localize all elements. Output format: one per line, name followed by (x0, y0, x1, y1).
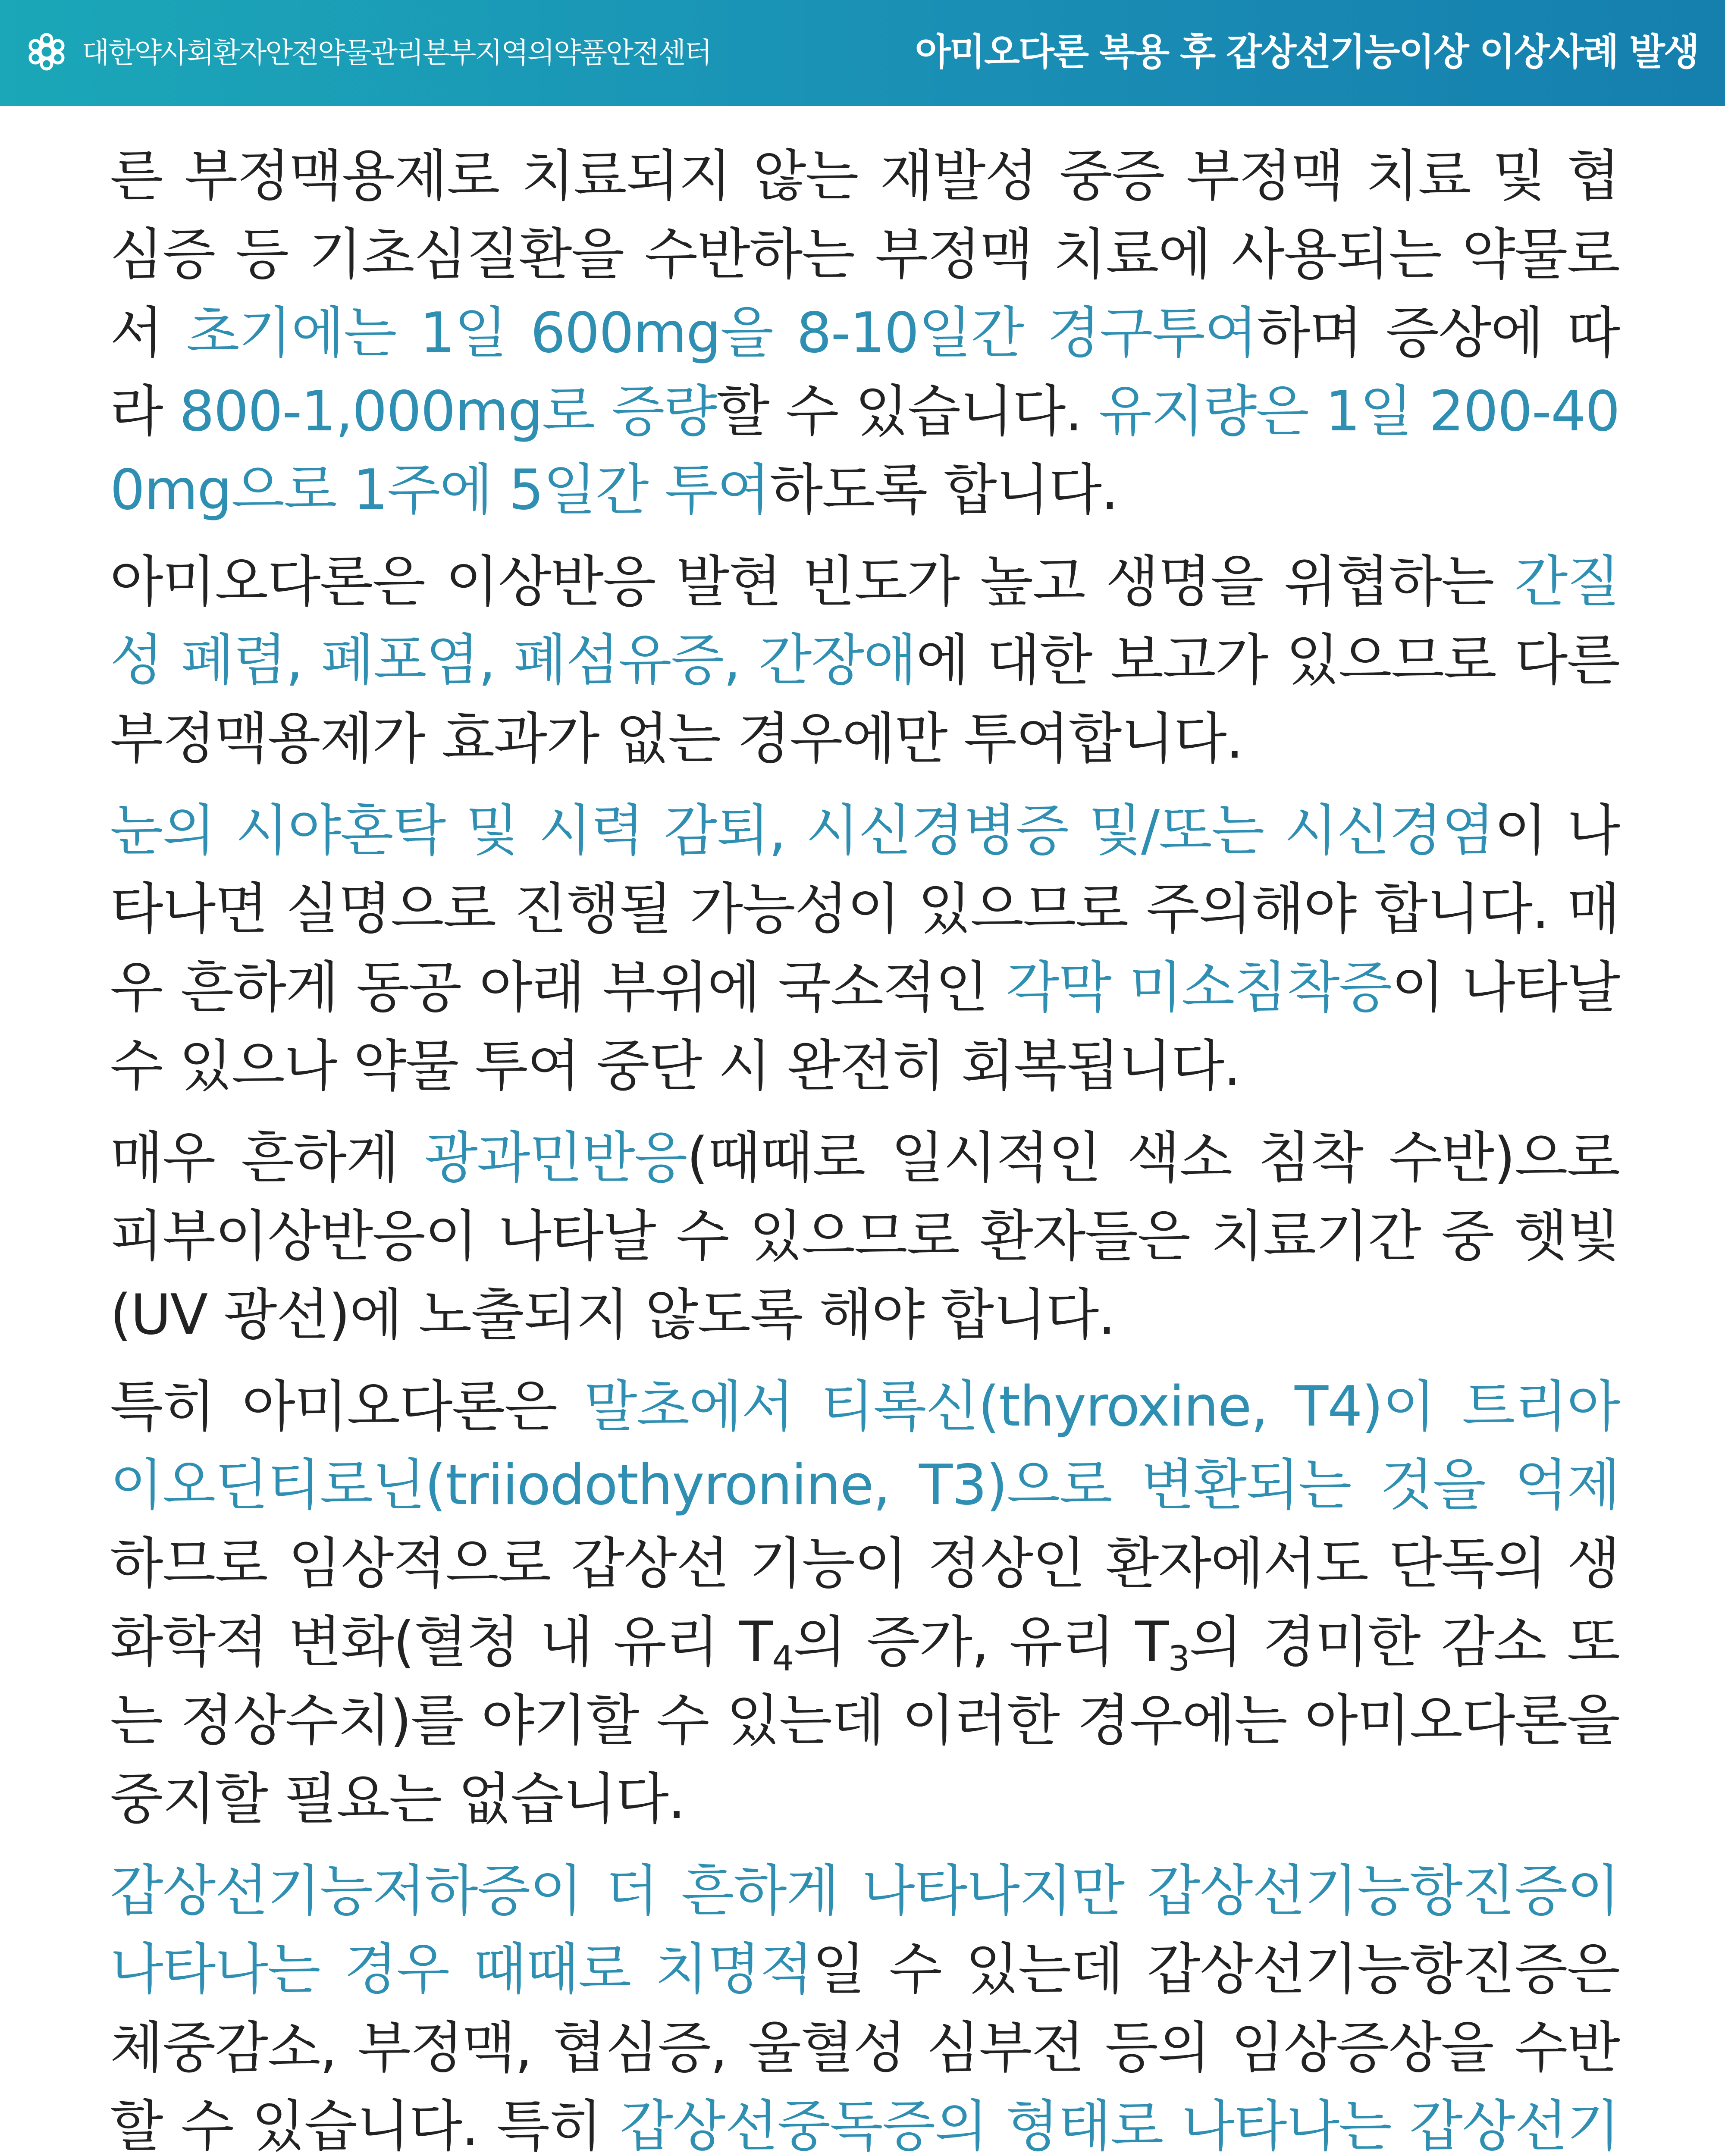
body-text: 특히 아미오다론은 (110, 1375, 584, 1439)
document-body (110, 137, 1619, 2156)
highlighted-text: 초기에는 1일 600mg을 8-10일간 경구투여 (186, 301, 1257, 365)
subscript-text: 3 (1168, 1639, 1189, 1679)
body-paragraph (110, 137, 1619, 530)
highlighted-text: 800-1,000mg로 증량 (179, 379, 717, 444)
body-text: 이 나타날 수 있으나 약물 투여 중단 시 완전히 회복됩니다. (110, 956, 1619, 1098)
body-text: 아미오다론은 이상반응 발현 빈도가 높고 생명을 위협하는 (110, 550, 1515, 614)
page-header (0, 0, 1725, 106)
body-paragraph (110, 1368, 1619, 1839)
body-text: (때때로 일시적인 색소 침착 수반)으로 피부이상반응이 나타날 수 있으므로 환자들은 치료기간 중 햇빛(UV 광선)에 노출되지 않도록 해야 합니다. (110, 1126, 1619, 1347)
highlighted-text: 갑상선기능저하증이 더 흔하게 나타나지만 갑상선기능항진증이 나타나는 경우 때때로 치명적 (110, 1859, 1619, 2002)
highlighted-text: 유지량은 1일 200-400mg으로 1주에 5일간 투여 (110, 379, 1619, 522)
body-paragraph (110, 543, 1619, 778)
subscript-text: 4 (772, 1639, 794, 1679)
body-text: 일 수 있는데 갑상선기능항진증은 체중감소, 부정맥, 협심증, 울혈성 심부전 등의 임상증상을 수반할 수 있습니다. 특히 (110, 1937, 1620, 2156)
body-text: 의 경미한 감소 또는 정상수치)를 야기할 수 있는데 이러한 경우에는 아미오다론을 중지할 필요는 없습니다. (110, 1610, 1619, 1831)
body-text: 매우 흔하게 (110, 1126, 425, 1190)
highlighted-text: 간질성 폐렴, 폐포염, 폐섬유증, 간장애 (110, 550, 1619, 693)
body-paragraph (110, 1852, 1619, 2156)
document-title: 아미오다론 복용 후 갑상선기능이상 이상사례 발생 (915, 31, 1698, 74)
body-text: 의 증가, 유리 T (793, 1610, 1168, 1674)
pharmacy-association-logo-icon (25, 30, 68, 73)
highlighted-text: 각막 미소침착증 (1006, 956, 1392, 1020)
body-paragraph (110, 1119, 1619, 1354)
body-text: 하며 증상에 따라 (110, 301, 1619, 444)
highlighted-text: 눈의 시야혼탁 및 시력 감퇴, 시신경병증 및/또는 시신경염 (110, 799, 1494, 863)
highlighted-text: 광과민반응 (424, 1126, 687, 1190)
highlighted-text: 말초에서 티록신(thyroxine, T4)이 트리아이오딘티로닌(triiodothyronine, T3)으로 변환되는 것을 억제 (110, 1375, 1619, 1517)
body-text: 할 수 있습니다. (716, 379, 1099, 444)
body-text: 른 부정맥용제로 치료되지 않는 재발성 중증 부정맥 치료 및 협심증 등 기초심질환을 수반하는 부정맥 치료에 사용되는 약물로서 (110, 144, 1619, 365)
body-paragraph (110, 792, 1619, 1106)
body-text: 이 나타나면 실명으로 진행될 가능성이 있으므로 주의해야 합니다. 매우 흔하게 동공 아래 부위에 국소적인 (110, 799, 1620, 1020)
body-text: 하므로 임상적으로 갑상선 기능이 정상인 환자에서도 단독의 생화학적 변화(혈청 내 유리 T (110, 1532, 1619, 1674)
organization-name: 대한약사회환자안전약물관리본부지역의약품안전센터 (82, 36, 711, 69)
highlighted-text: 갑상선중독증의 형태로 나타나는 갑상선기 (620, 2094, 1619, 2156)
body-text: 하도록 합니다. (769, 458, 1118, 522)
body-text: 에 대한 보고가 있으므로 다른 부정맥용제가 효과가 없는 경우에만 투여합니다. (110, 628, 1619, 771)
